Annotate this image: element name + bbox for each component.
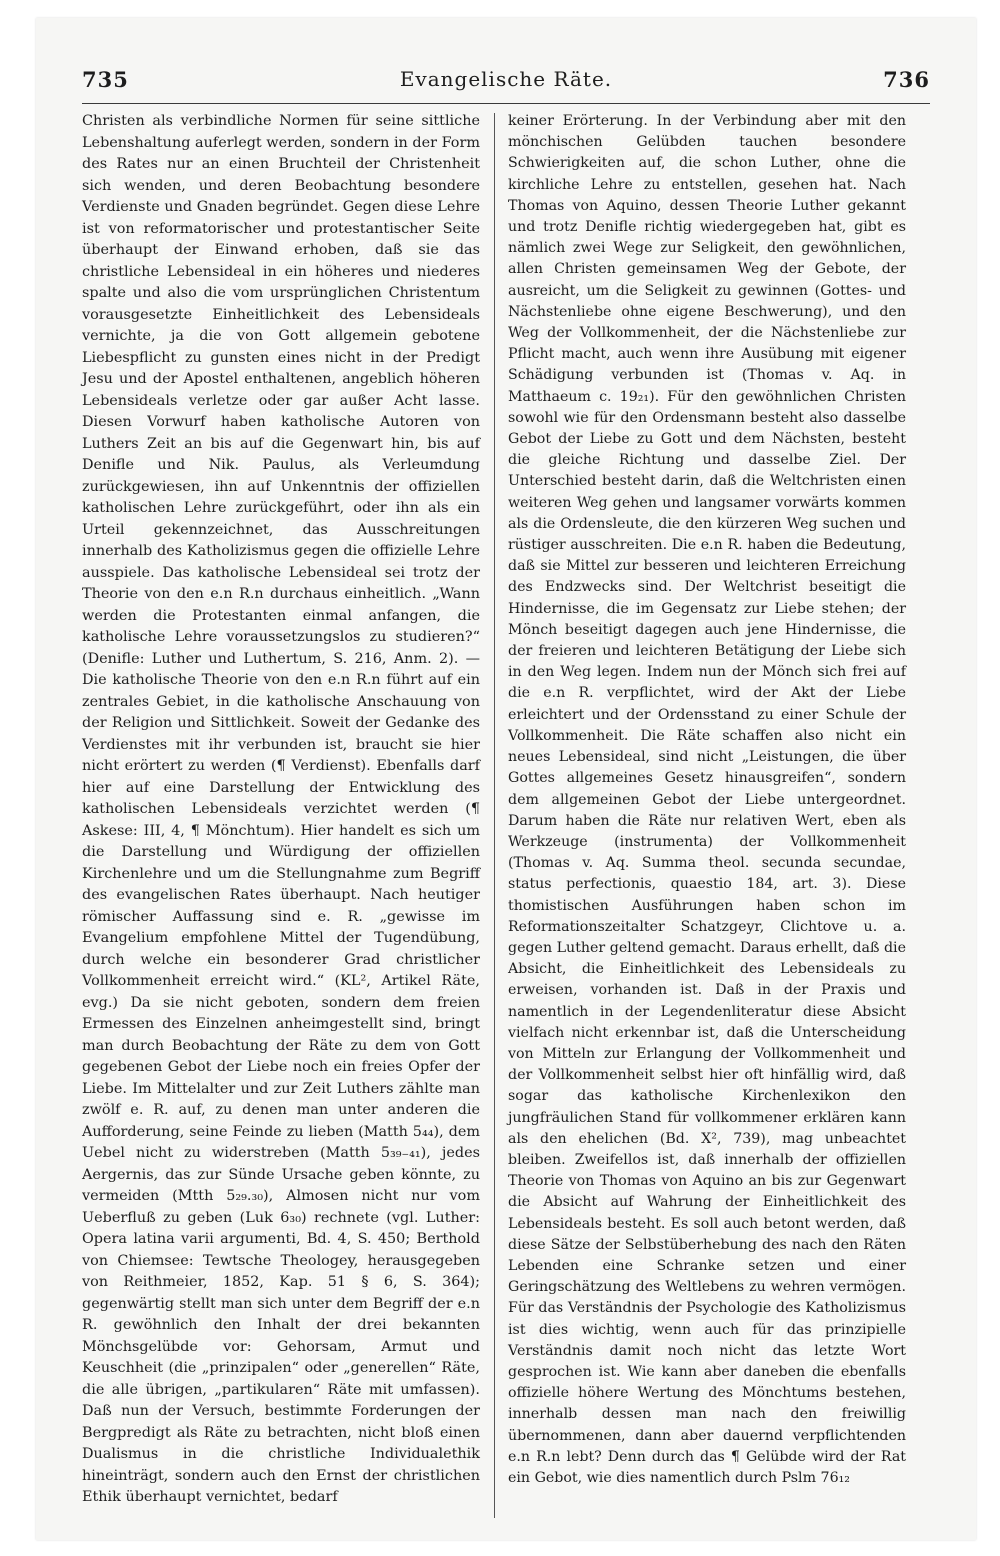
page-number-right: 736 — [883, 67, 930, 92]
paragraph-right: keiner Erörterung. In der Verbindung aber mit den mönchischen Gelübden tauchen besondere Schwierigkeiten auf, die schon Luther, ohne die kirchliche Lehre zu entstellen, gesehen hat. Nach Thomas von Aquino, dessen Theorie Luther gekannt und trotz Denifle richtig wiedergegeben hat, gibt es nämlich zwei Wege zur Seligkeit, den gewöhnlichen, allen Christen gemeinsamen Weg der Gebote, der ausreicht, um die Seligkeit zu gewinnen (Gottes- und Nächstenliebe ohne eigene Beschwerung), und den Weg der Vollkommenheit, der die Nächstenliebe zur Pflicht macht, auch wenn ihre Ausübung mit eigener Schädigung verbunden ist (Thomas v. Aq. in Matthaeum c. 19₂₁). Für den gewöhnlichen Christen sowohl wie für den Ordensmann besteht also dasselbe Gebot der Liebe zu Gott und dem Nächsten, besteht die gleiche Richtung und dasselbe Ziel. Der Unterschied besteht darin, daß die Weltchristen einen weiteren Weg gehen und langsamer vorwärts kommen als die Ordensleute, die den kürzeren Weg suchen und rüstiger ausschreiten. Die e.n R. haben die Bedeutung, daß sie Mittel zur besseren und leichteren Erreichung des Endzwecks sind. Der Weltchrist beseitigt die Hindernisse, die im Gegensatz zur Liebe stehen; der Mönch beseitigt dagegen auch jene Hindernisse, die der freieren und leichteren Betätigung der Liebe sich in den Weg legen. Indem nun der Mönch sich frei auf die e.n R. verpflichtet, wird der Akt der Liebe erleichtert und der Ordensstand zu einer Schule der Vollkommenheit. Die Räte schaffen also nicht ein neues Lebensideal, sind nicht „Leistungen, die über Gottes allgemeines Gesetz hinausgreifen“, sondern dem allgemeinen Gebot der Liebe untergeordnet. Darum haben die Räte nur relativen Wert, eben als Werkzeuge (instrumenta) der Vollkommenheit (Thomas v. Aq. Summa theol. secunda secundae, status perfectionis, quaestio 184, art. 3). Diese thomistischen Ausführungen haben schon im Reformationszeitalter Schatzgeyr, Clichtove u. a. gegen Luther geltend gemacht. Daraus erhellt, daß die Absicht, die Einheitlichkeit des Lebensideals zu erweisen, vorhanden ist. Daß in der Praxis und namentlich in der Legendenliteratur diese Absicht vielfach nicht erkennbar ist, daß die Unterscheidung von Mitteln zur Erlangung der Vollkommenheit und der Vollkommenheit selbst hier oft hinfällig wird, daß sogar das katholische Kirchenlexikon den jungfräulichen Stand für vollkommener erklären kann als den ehelichen (Bd. X², 739), mag unbeachtet bleiben. Zweifellos ist, daß innerhalb der offiziellen Theorie von Thomas von Aquino an bis zur Gegenwart die Absicht auf Wahrung der Einheitlichkeit des Lebensideals besteht. Es soll auch betont werden, daß diese Sätze der Selbstüberhebung des nach den Räten Lebenden eine Schranke setzen und einer Geringschätzung des Weltlebens zu wehren vermögen. Für das Verständnis der Psychologie des Katholizismus ist dies wichtig, wenn auch für das prinzipielle Verständnis damit noch nicht das letzte Wort gesprochen ist. Wie kann aber daneben die ebenfalls offizielle höhere Wertung des Mönchtums bestehen, innerhalb dessen man nach den freiwillig übernommenen, dann aber dauernd verpflichtenden e.n R.n lebt? Denn durch das ¶ Gelübde wird der Rat ein Gebot, wie dies namentlich durch Pslm 76₁₂ — [508, 113, 906, 1486]
paragraph-left: Christen als verbindliche Normen für seine sittliche Lebenshaltung auferlegt werden, sondern in der Form des Rates nur an einen Bruchteil der Christenheit sich wenden, und deren Beobachtung besondere Verdienste und Gnaden begründet. Gegen diese Lehre ist von reformatorischer und protestantischer Seite überhaupt der Einwand erhoben, daß sie das christliche Lebensideal in ein höheres und niederes spalte und also die vom ursprünglichen Christentum vorausgesetzte Einheitlichkeit des Lebensideals vernichte, ja die von Gott allgemein gebotene Liebespflicht zu gunsten eines nicht in der Predigt Jesu und der Apostel enthaltenen, angeblich höheren Lebensideals verletze oder gar außer Acht lasse. Diesen Vorwurf haben katholische Autoren von Luthers Zeit an bis auf die Gegenwart hin, bis auf Denifle und Nik. Paulus, als Verleumdung zurückgewiesen, ihn auf Unkenntnis der offiziellen katholischen Lehre zurückgeführt, oder ihn als ein Urteil gekennzeichnet, das Ausschreitungen innerhalb des Katholizismus gegen die offizielle Lehre ausspiele. Das katholische Lebensideal sei trotz der Theorie von den e.n R.n durchaus einheitlich. „Wann werden die Protestanten einmal anfangen, die katholische Lehre voraussetzungslos zu studieren?“ (Denifle: Luther und Luthertum, S. 216, Anm. 2). — Die katholische Theorie von den e.n R.n führt auf ein zentrales Gebiet, in die katholische Anschauung von der Religion und Sittlichkeit. Soweit der Gedanke des Verdienstes mit ihr verbunden ist, braucht sie hier nicht erörtert zu werden (¶ Verdienst). Ebenfalls darf hier auf eine Darstellung der Entwicklung des katholischen Lebensideals verzichtet werden (¶ Askese: III, 4, ¶ Mönchtum). Hier handelt es sich um die Darstellung und Würdigung der offiziellen Kirchenlehre und um die Stellungnahme zum Begriff des evangelischen Rates überhaupt. Nach heutiger römischer Auffassung sind e. R. „gewisse im Evangelium empfohlene Mittel der Tugendübung, durch welche ein besonderer Grad christlicher Vollkommenheit erreicht wird.“ (KL², Artikel Räte, evg.) Da sie nicht geboten, sondern dem freien Ermessen des Einzelnen anheimgestellt sind, bringt man durch Beobachtung der Räte zu dem von Gott gegebenen Gebot der Liebe noch ein freies Opfer der Liebe. Im Mittelalter und zur Zeit Luthers zählte man zwölf e. R. auf, zu denen man unter anderen die Aufforderung, seine Feinde zu lieben (Matth 5₄₄), dem Uebel nicht zu widerstreben (Matth 5₃₉₋₄₁), jedes Aergernis, das zur Sünde Ursache geben könnte, zu vermeiden (Mtth 5₂₉.₃₀), Almosen nicht nur vom Ueberfluß zu geben (Luk 6₃₀) rechnete (vgl. Luther: Opera latina varii argumenti, Bd. 4, S. 450; Berthold von Chiemsee: Tewtsche Theologey, herausgegeben von Reithmeier, 1852, Kap. 51 § 6, S. 364); gegenwärtig stellt man sich unter dem Begriff der e.n R. gewöhnlich den Inhalt der drei bekannten Mönchsgelübde vor: Gehorsam, Armut und Keuschheit (die „prinzipalen“ oder „generellen“ Räte, die alle übrigen, „partikularen“ Räte mit umfassen). Daß nun der Versuch, bestimmte Forderungen der Bergpredigt als Räte zu betrachten, nicht bloß einen Dualismus in die christliche Individualethik hineinträgt, sondern auch den Ernst der christlichen Ethik überhaupt vernichtet, bedarf — [82, 113, 480, 1505]
column-divider — [494, 113, 495, 1518]
running-header — [82, 63, 930, 104]
page — [36, 18, 976, 1540]
text-column-right — [508, 111, 906, 1489]
text-column-left — [82, 111, 480, 1509]
page-number-left: 735 — [82, 67, 129, 92]
running-title: Evangelische Räte. — [399, 67, 613, 91]
